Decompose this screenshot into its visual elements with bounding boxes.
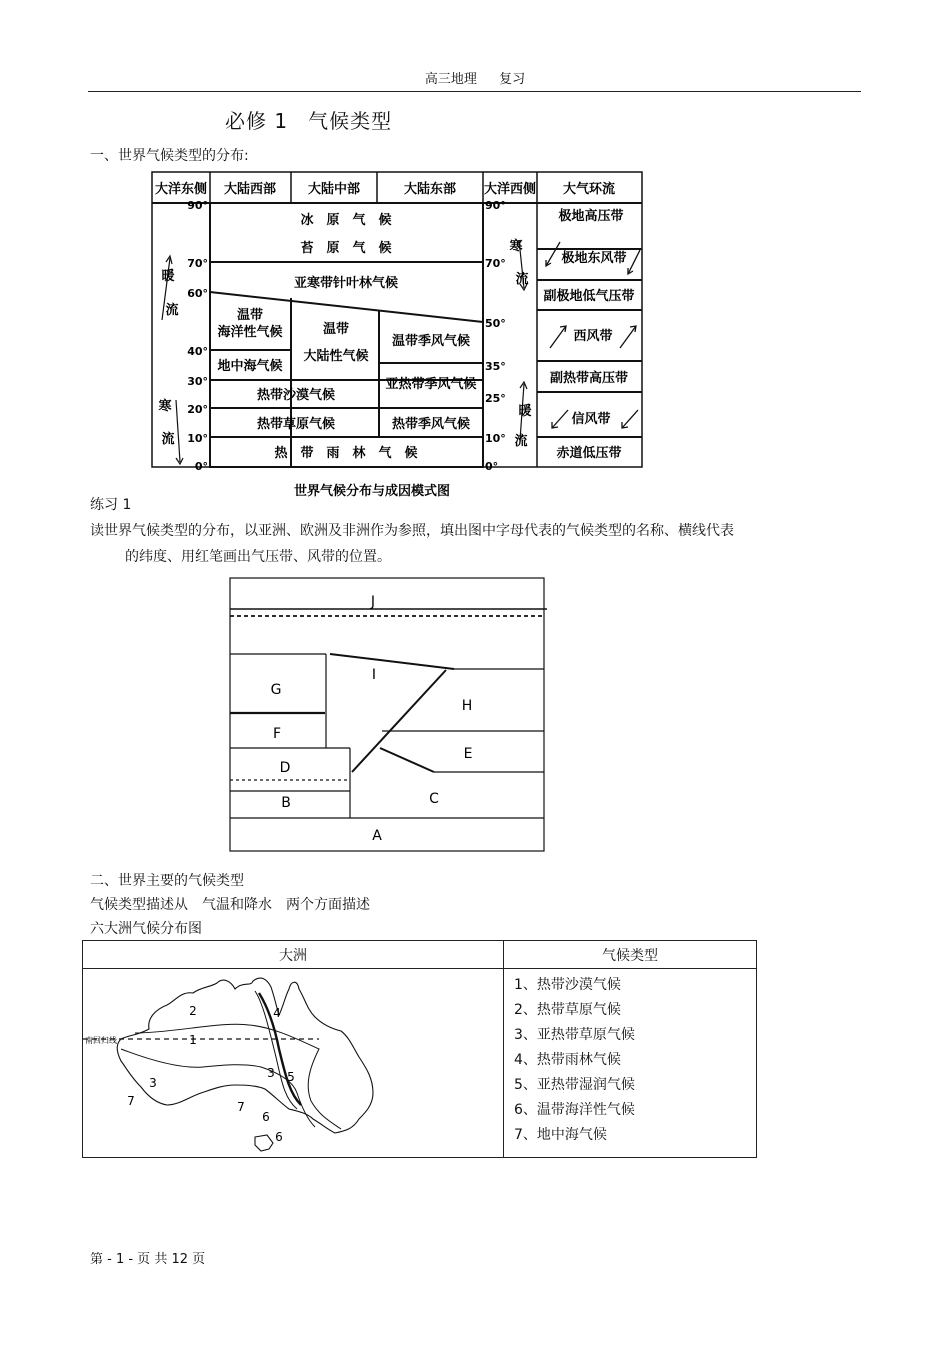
part2-heading: 二、世界主要的气候类型	[90, 873, 244, 889]
belt-polar-easterlies: 极地东风带	[561, 251, 627, 266]
page-footer: 第 - 1 - 页 共 12 页	[90, 1252, 206, 1267]
belt-subtropical-high: 副热带高压带	[549, 371, 629, 386]
zone-subarctic: 亚寒带针叶林气候	[293, 276, 399, 291]
australia-climate-map	[83, 969, 503, 1153]
figure-caption: 世界气候分布与成因模式图	[293, 484, 451, 499]
climate-list	[514, 973, 756, 1148]
title-module: 必修 1	[225, 109, 289, 133]
climate-item-2: 2、热带草原气候	[514, 1002, 621, 1018]
tropic-label: 南回归线	[85, 1036, 117, 1045]
lat-left-60: 60°	[187, 287, 208, 300]
header-rule	[88, 91, 861, 92]
belt-trade-winds: 信风带	[571, 412, 611, 427]
map-number-6-tasmania: 6	[275, 1130, 283, 1144]
label-j: J	[370, 594, 376, 610]
zone-tropical-rainforest: 热 带 雨 林 气 候	[274, 446, 418, 461]
left-cold-current-1: 寒	[158, 399, 172, 414]
belt-westerlies: 西风带	[573, 329, 613, 344]
part2-map-title: 六大洲气候分布图	[90, 921, 202, 937]
exercise-instruction-2: 的纬度、用红笔画出气压带、风带的位置。	[125, 549, 391, 565]
right-cold-current-2: 流	[515, 272, 529, 287]
climate-item-4: 4、热带雨林气候	[514, 1052, 621, 1068]
label-i: I	[371, 667, 377, 683]
col-continent-east: 大陆东部	[403, 182, 457, 197]
col-ocean-west: 大洋西侧	[483, 182, 537, 197]
col-continent-west: 大陆西部	[223, 182, 277, 197]
left-warm-current-1: 暖	[161, 269, 175, 284]
zone-tundra: 苔 原 气 候	[300, 241, 392, 256]
header-section: 复习	[499, 72, 526, 87]
lat-right-10: 10°	[485, 432, 506, 445]
belt-subpolar-low: 副极地低气压带	[543, 289, 635, 304]
lat-left-10: 10°	[187, 432, 208, 445]
australia-outline	[117, 978, 373, 1133]
lat-left-40: 40°	[187, 345, 208, 358]
map-number-7-west: 7	[127, 1094, 135, 1108]
wind-arrow-icon	[622, 410, 638, 428]
wind-arrow-icon	[550, 326, 566, 348]
right-warm-current-2: 流	[514, 434, 528, 449]
lat-right-50: 50°	[485, 317, 506, 330]
left-warm-current-2: 流	[165, 303, 179, 318]
zone-ice-cap: 冰 原 气 候	[300, 213, 392, 228]
wind-arrow-icon	[552, 410, 568, 428]
label-e: E	[463, 746, 473, 762]
lat-right-25: 25°	[485, 392, 506, 405]
lat-left-0: 0°	[194, 460, 208, 473]
label-f: F	[272, 726, 282, 742]
map-number-5: 5	[287, 1070, 295, 1084]
exercise-instruction-1: 读世界气候类型的分布，以亚洲、欧洲及非洲作为参照，填出图中字母代表的气候类型的名称、横线代表	[90, 523, 734, 539]
climate-item-5: 5、亚热带湿润气候	[514, 1077, 635, 1093]
zone-tropical-desert: 热带沙漠气候	[256, 388, 336, 403]
map-number-3-west: 3	[149, 1076, 157, 1090]
right-cold-current-1: 寒	[509, 239, 523, 254]
header-subject: 高三地理	[424, 72, 477, 87]
table-header-climate: 气候类型	[504, 941, 757, 969]
climate-list-cell	[504, 969, 757, 1158]
zone-mediterranean: 地中海气候	[217, 359, 283, 374]
lat-right-70: 70°	[485, 257, 506, 270]
lat-left-70: 70°	[187, 257, 208, 270]
wind-arrow-icon	[620, 326, 636, 348]
label-g: G	[270, 682, 282, 698]
lat-right-35: 35°	[485, 360, 506, 373]
zone-temperate-continental-1: 温带	[322, 322, 350, 337]
col-ocean-east: 大洋东侧	[154, 182, 208, 197]
zone-tropical-savanna: 热带草原气候	[256, 417, 336, 432]
zone-temperate-monsoon: 温带季风气候	[391, 334, 471, 349]
australia-map-cell	[83, 969, 504, 1158]
page-title	[225, 105, 412, 134]
table-header-continent: 大洲	[83, 941, 504, 969]
wind-arrow-icon	[546, 242, 560, 266]
exercise-diagram	[228, 576, 548, 854]
zone-subtropical-monsoon: 亚热带季风气候	[385, 377, 477, 392]
zone-marine-1: 温带	[236, 308, 264, 323]
map-number-4: 4	[273, 1006, 281, 1020]
label-h: H	[461, 698, 473, 714]
belt-polar-high: 极地高压带	[558, 209, 624, 224]
lat-left-30: 30°	[187, 375, 208, 388]
climate-item-6: 6、温带海洋性气候	[514, 1102, 635, 1118]
slanted-line-i	[330, 654, 454, 669]
page-header	[0, 68, 950, 87]
map-number-2: 2	[189, 1004, 197, 1018]
label-d: D	[279, 760, 291, 776]
title-topic: 气候类型	[308, 109, 393, 133]
right-warm-current-1: 暖	[518, 404, 532, 419]
col-atmospheric-circulation: 大气环流	[562, 182, 616, 197]
lat-left-90: 90°	[187, 199, 208, 212]
climate-model-figure	[110, 170, 655, 502]
climate-item-3: 3、亚热带草原气候	[514, 1027, 635, 1043]
belt-equatorial-low: 赤道低压带	[556, 446, 622, 461]
part1-heading: 一、世界气候类型的分布:	[90, 148, 249, 164]
zone-temperate-continental-2: 大陆性气候	[303, 349, 369, 364]
cold-current-left-arrow	[176, 400, 180, 462]
zone-tropical-monsoon: 热带季风气候	[391, 417, 471, 432]
lat-left-20: 20°	[187, 403, 208, 416]
exercise-frame	[230, 578, 544, 851]
wind-arrow-icon	[628, 250, 640, 274]
map-number-3-east: 3	[267, 1066, 275, 1080]
label-b: B	[281, 795, 291, 811]
left-cold-current-2: 流	[161, 432, 175, 447]
label-c: C	[429, 791, 439, 807]
climate-item-7: 7、地中海气候	[514, 1127, 607, 1143]
lat-right-90: 90°	[485, 199, 506, 212]
map-number-6-mainland: 6	[262, 1110, 270, 1124]
climate-item-1: 1、热带沙漠气候	[514, 977, 621, 993]
exercise-title: 练习 1	[90, 497, 132, 513]
continent-climate-table	[82, 940, 757, 1158]
map-number-7-south: 7	[237, 1100, 245, 1114]
lat-right-0: 0°	[485, 460, 499, 473]
map-number-1: 1	[189, 1033, 197, 1047]
zone-marine-2: 海洋性气候	[217, 325, 283, 340]
col-continent-middle: 大陆中部	[307, 182, 361, 197]
slanted-line-e	[380, 748, 434, 772]
part2-description: 气候类型描述从 气温和降水 两个方面描述	[90, 897, 370, 913]
label-a: A	[372, 828, 382, 844]
tasmania-outline	[255, 1135, 273, 1151]
